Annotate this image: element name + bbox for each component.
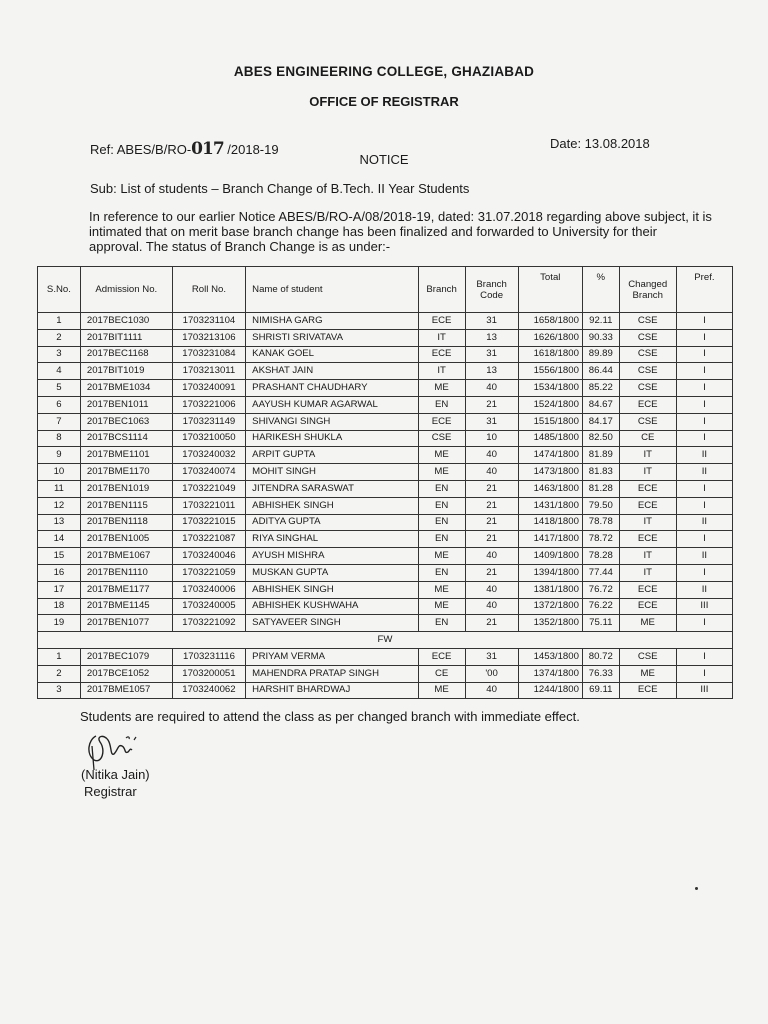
cell-roll-no: 1703200051 <box>172 665 245 682</box>
cell-preference: I <box>676 396 732 413</box>
fw-table-row <box>38 682 733 699</box>
cell-roll-no: 1703221087 <box>172 531 245 548</box>
cell-student-name: ADITYA GUPTA <box>246 514 418 531</box>
cell-branch-code: 40 <box>465 464 518 481</box>
table-row <box>38 380 733 397</box>
cell-preference: I <box>676 497 732 514</box>
cell-total: 1372/1800 <box>518 598 582 615</box>
cell-branch-code: '00 <box>465 665 518 682</box>
cell-branch: ME <box>418 464 465 481</box>
cell-roll-no: 1703221006 <box>172 396 245 413</box>
cell-total: 1394/1800 <box>518 564 582 581</box>
cell-total: 1524/1800 <box>518 396 582 413</box>
cell-changed-branch: CSE <box>619 413 676 430</box>
subject-line: Sub: List of students – Branch Change of B.Tech. II Year Students <box>90 181 470 196</box>
cell-preference: I <box>676 564 732 581</box>
table-row <box>38 447 733 464</box>
cell-changed-branch: ECE <box>619 581 676 598</box>
cell-roll-no: 1703221092 <box>172 615 245 632</box>
cell-branch-code: 40 <box>465 598 518 615</box>
cell-percent: 78.78 <box>582 514 619 531</box>
office-heading: OFFICE OF REGISTRAR <box>309 94 459 109</box>
notice-title: NOTICE <box>359 152 409 167</box>
header-preference: Pref. <box>676 267 732 313</box>
cell-total: 1556/1800 <box>518 363 582 380</box>
cell-sno: 19 <box>38 615 81 632</box>
cell-total: 1473/1800 <box>518 464 582 481</box>
cell-branch: IT <box>418 363 465 380</box>
ref-suffix: /2018-19 <box>223 142 279 157</box>
cell-branch: EN <box>418 564 465 581</box>
table-row <box>38 346 733 363</box>
header-total: Total <box>518 267 582 313</box>
cell-preference: II <box>676 581 732 598</box>
cell-branch-code: 40 <box>465 581 518 598</box>
cell-percent: 75.11 <box>582 615 619 632</box>
cell-changed-branch: ME <box>619 665 676 682</box>
cell-total: 1453/1800 <box>518 648 582 665</box>
cell-student-name: ARPIT GUPTA <box>246 447 418 464</box>
cell-preference: II <box>676 447 732 464</box>
cell-admission-no: 2017BEN1005 <box>80 531 172 548</box>
cell-student-name: ABHISHEK SINGH <box>246 497 418 514</box>
cell-admission-no: 2017BCS1114 <box>80 430 172 447</box>
cell-total: 1352/1800 <box>518 615 582 632</box>
cell-admission-no: 2017BCE1052 <box>80 665 172 682</box>
cell-sno: 12 <box>38 497 81 514</box>
fw-label: FW <box>38 632 733 649</box>
cell-branch-code: 21 <box>465 531 518 548</box>
cell-total: 1244/1800 <box>518 682 582 699</box>
cell-changed-branch: ECE <box>619 598 676 615</box>
table-row <box>38 363 733 380</box>
cell-changed-branch: CE <box>619 430 676 447</box>
header-percent: % <box>582 267 619 313</box>
table-row <box>38 329 733 346</box>
cell-student-name: NIMISHA GARG <box>246 313 418 330</box>
header-student-name: Name of student <box>246 267 418 313</box>
cell-preference: III <box>676 682 732 699</box>
cell-percent: 86.44 <box>582 363 619 380</box>
cell-admission-no: 2017BEC1030 <box>80 313 172 330</box>
table-row <box>38 548 733 565</box>
table-row <box>38 430 733 447</box>
cell-percent: 81.83 <box>582 464 619 481</box>
cell-admission-no: 2017BME1067 <box>80 548 172 565</box>
cell-admission-no: 2017BME1057 <box>80 682 172 699</box>
cell-preference: I <box>676 363 732 380</box>
cell-admission-no: 2017BEN1110 <box>80 564 172 581</box>
cell-total: 1463/1800 <box>518 480 582 497</box>
cell-admission-no: 2017BEC1079 <box>80 648 172 665</box>
cell-branch: EN <box>418 396 465 413</box>
cell-sno: 3 <box>38 346 81 363</box>
cell-student-name: HARIKESH SHUKLA <box>246 430 418 447</box>
header-branch: Branch <box>418 267 465 313</box>
cell-changed-branch: IT <box>619 548 676 565</box>
table-row <box>38 615 733 632</box>
cell-student-name: MAHENDRA PRATAP SINGH <box>246 665 418 682</box>
notice-date: Date: 13.08.2018 <box>550 136 650 151</box>
cell-branch: ECE <box>418 648 465 665</box>
cell-percent: 85.22 <box>582 380 619 397</box>
cell-changed-branch: IT <box>619 564 676 581</box>
header-sno: S.No. <box>38 267 81 313</box>
cell-branch: ME <box>418 380 465 397</box>
cell-changed-branch: CSE <box>619 313 676 330</box>
cell-preference: II <box>676 548 732 565</box>
header-branch-code: Branch Code <box>465 267 518 313</box>
notice-paragraph: In reference to our earlier Notice ABES/B/RO-A/08/2018-19, dated: 31.07.2018 regarding above subject, it is intimated that on merit base branch change has been finalized and forwarded to University for their approval. The status of Branch Change is as under:- <box>89 209 712 254</box>
cell-roll-no: 1703231116 <box>172 648 245 665</box>
cell-roll-no: 1703231084 <box>172 346 245 363</box>
cell-branch: EN <box>418 615 465 632</box>
cell-total: 1431/1800 <box>518 497 582 514</box>
cell-sno: 3 <box>38 682 81 699</box>
cell-admission-no: 2017BME1170 <box>80 464 172 481</box>
cell-sno: 15 <box>38 548 81 565</box>
cell-branch: ME <box>418 447 465 464</box>
cell-branch-code: 21 <box>465 396 518 413</box>
student-rows <box>38 313 733 632</box>
table-row <box>38 564 733 581</box>
cell-percent: 76.33 <box>582 665 619 682</box>
cell-changed-branch: CSE <box>619 329 676 346</box>
cell-preference: I <box>676 665 732 682</box>
cell-total: 1409/1800 <box>518 548 582 565</box>
cell-percent: 82.50 <box>582 430 619 447</box>
cell-total: 1418/1800 <box>518 514 582 531</box>
cell-branch-code: 13 <box>465 329 518 346</box>
cell-percent: 89.89 <box>582 346 619 363</box>
cell-percent: 90.33 <box>582 329 619 346</box>
cell-admission-no: 2017BIT1111 <box>80 329 172 346</box>
cell-sno: 1 <box>38 648 81 665</box>
fw-label-row <box>38 632 733 649</box>
cell-changed-branch: ECE <box>619 396 676 413</box>
cell-sno: 17 <box>38 581 81 598</box>
header-roll-no: Roll No. <box>172 267 245 313</box>
cell-branch: ME <box>418 682 465 699</box>
cell-branch-code: 40 <box>465 447 518 464</box>
cell-changed-branch: CSE <box>619 346 676 363</box>
cell-admission-no: 2017BEN1011 <box>80 396 172 413</box>
fw-table-row <box>38 665 733 682</box>
cell-sno: 14 <box>38 531 81 548</box>
cell-roll-no: 1703221015 <box>172 514 245 531</box>
cell-roll-no: 1703240046 <box>172 548 245 565</box>
cell-student-name: SHRISTI SRIVATAVA <box>246 329 418 346</box>
cell-total: 1381/1800 <box>518 581 582 598</box>
cell-sno: 8 <box>38 430 81 447</box>
branch-change-table <box>37 266 733 699</box>
cell-total: 1534/1800 <box>518 380 582 397</box>
cell-branch: IT <box>418 329 465 346</box>
cell-student-name: ABHISHEK KUSHWAHA <box>246 598 418 615</box>
cell-roll-no: 1703221011 <box>172 497 245 514</box>
table-row <box>38 497 733 514</box>
table-row <box>38 514 733 531</box>
cell-roll-no: 1703240032 <box>172 447 245 464</box>
cell-branch-code: 21 <box>465 564 518 581</box>
cell-branch-code: 40 <box>465 682 518 699</box>
table-row <box>38 464 733 481</box>
cell-changed-branch: ECE <box>619 480 676 497</box>
cell-total: 1515/1800 <box>518 413 582 430</box>
cell-roll-no: 1703240062 <box>172 682 245 699</box>
cell-preference: I <box>676 380 732 397</box>
table-header-row <box>38 267 733 313</box>
table-row <box>38 480 733 497</box>
cell-total: 1658/1800 <box>518 313 582 330</box>
cell-sno: 9 <box>38 447 81 464</box>
cell-percent: 78.72 <box>582 531 619 548</box>
cell-sno: 1 <box>38 313 81 330</box>
cell-student-name: AAYUSH KUMAR AGARWAL <box>246 396 418 413</box>
cell-total: 1618/1800 <box>518 346 582 363</box>
closing-instruction: Students are required to attend the class as per changed branch with immediate effect. <box>80 709 580 724</box>
cell-percent: 81.89 <box>582 447 619 464</box>
cell-roll-no: 1703231104 <box>172 313 245 330</box>
cell-admission-no: 2017BEC1063 <box>80 413 172 430</box>
cell-sno: 7 <box>38 413 81 430</box>
cell-branch-code: 13 <box>465 363 518 380</box>
cell-sno: 2 <box>38 665 81 682</box>
cell-percent: 78.28 <box>582 548 619 565</box>
cell-student-name: KANAK GOEL <box>246 346 418 363</box>
cell-branch-code: 21 <box>465 514 518 531</box>
cell-branch: ME <box>418 581 465 598</box>
cell-roll-no: 1703221059 <box>172 564 245 581</box>
cell-branch-code: 31 <box>465 648 518 665</box>
table-row <box>38 396 733 413</box>
signatory-name: (Nitika Jain) <box>81 767 150 782</box>
cell-sno: 16 <box>38 564 81 581</box>
cell-student-name: PRIYAM VERMA <box>246 648 418 665</box>
cell-roll-no: 1703213011 <box>172 363 245 380</box>
cell-preference: I <box>676 648 732 665</box>
cell-changed-branch: IT <box>619 464 676 481</box>
cell-preference: I <box>676 313 732 330</box>
cell-roll-no: 1703221049 <box>172 480 245 497</box>
cell-student-name: MOHIT SINGH <box>246 464 418 481</box>
cell-percent: 84.17 <box>582 413 619 430</box>
header-changed-branch: Changed Branch <box>619 267 676 313</box>
cell-percent: 69.11 <box>582 682 619 699</box>
cell-preference: I <box>676 329 732 346</box>
cell-sno: 2 <box>38 329 81 346</box>
cell-changed-branch: CSE <box>619 380 676 397</box>
cell-sno: 13 <box>38 514 81 531</box>
cell-student-name: JITENDRA SARASWAT <box>246 480 418 497</box>
cell-percent: 84.67 <box>582 396 619 413</box>
cell-total: 1626/1800 <box>518 329 582 346</box>
cell-branch: EN <box>418 497 465 514</box>
cell-preference: I <box>676 615 732 632</box>
cell-roll-no: 1703210050 <box>172 430 245 447</box>
cell-student-name: HARSHIT BHARDWAJ <box>246 682 418 699</box>
cell-admission-no: 2017BME1177 <box>80 581 172 598</box>
cell-roll-no: 1703213106 <box>172 329 245 346</box>
scan-speck <box>695 887 698 890</box>
cell-percent: 79.50 <box>582 497 619 514</box>
cell-student-name: SHIVANGI SINGH <box>246 413 418 430</box>
table-row <box>38 313 733 330</box>
fw-student-rows <box>38 648 733 698</box>
cell-changed-branch: CSE <box>619 363 676 380</box>
cell-changed-branch: ME <box>619 615 676 632</box>
cell-student-name: RIYA SINGHAL <box>246 531 418 548</box>
cell-sno: 11 <box>38 480 81 497</box>
cell-branch: ME <box>418 548 465 565</box>
cell-changed-branch: IT <box>619 447 676 464</box>
cell-admission-no: 2017BIT1019 <box>80 363 172 380</box>
cell-admission-no: 2017BEN1077 <box>80 615 172 632</box>
cell-changed-branch: ECE <box>619 497 676 514</box>
cell-branch: ECE <box>418 413 465 430</box>
cell-sno: 6 <box>38 396 81 413</box>
ref-prefix: Ref: ABES/B/RO- <box>90 142 192 157</box>
cell-branch: CE <box>418 665 465 682</box>
table-row <box>38 531 733 548</box>
cell-preference: I <box>676 413 732 430</box>
cell-branch-code: 21 <box>465 615 518 632</box>
cell-changed-branch: ECE <box>619 682 676 699</box>
cell-student-name: ABHISHEK SINGH <box>246 581 418 598</box>
cell-admission-no: 2017BEN1115 <box>80 497 172 514</box>
cell-changed-branch: ECE <box>619 531 676 548</box>
cell-changed-branch: IT <box>619 514 676 531</box>
cell-total: 1417/1800 <box>518 531 582 548</box>
cell-branch-code: 31 <box>465 413 518 430</box>
cell-preference: III <box>676 598 732 615</box>
cell-admission-no: 2017BME1034 <box>80 380 172 397</box>
cell-admission-no: 2017BEN1118 <box>80 514 172 531</box>
cell-total: 1485/1800 <box>518 430 582 447</box>
cell-percent: 76.72 <box>582 581 619 598</box>
cell-preference: I <box>676 480 732 497</box>
fw-section <box>38 632 733 649</box>
cell-preference: I <box>676 430 732 447</box>
header-admission-no: Admission No. <box>80 267 172 313</box>
cell-student-name: PRASHANT CHAUDHARY <box>246 380 418 397</box>
cell-branch-code: 31 <box>465 313 518 330</box>
cell-admission-no: 2017BME1101 <box>80 447 172 464</box>
cell-preference: II <box>676 464 732 481</box>
ref-handwritten-number: 017 <box>191 139 224 159</box>
cell-student-name: SATYAVEER SINGH <box>246 615 418 632</box>
fw-table-row <box>38 648 733 665</box>
table-row <box>38 598 733 615</box>
cell-roll-no: 1703240091 <box>172 380 245 397</box>
cell-student-name: AKSHAT JAIN <box>246 363 418 380</box>
cell-percent: 81.28 <box>582 480 619 497</box>
cell-changed-branch: CSE <box>619 648 676 665</box>
cell-percent: 92.11 <box>582 313 619 330</box>
cell-student-name: AYUSH MISHRA <box>246 548 418 565</box>
cell-total: 1374/1800 <box>518 665 582 682</box>
cell-sno: 5 <box>38 380 81 397</box>
table-row <box>38 413 733 430</box>
cell-roll-no: 1703240074 <box>172 464 245 481</box>
cell-total: 1474/1800 <box>518 447 582 464</box>
institution-heading: ABES ENGINEERING COLLEGE, GHAZIABAD <box>233 64 535 79</box>
cell-branch-code: 31 <box>465 346 518 363</box>
cell-branch-code: 21 <box>465 480 518 497</box>
cell-branch: ECE <box>418 346 465 363</box>
cell-percent: 77.44 <box>582 564 619 581</box>
cell-branch-code: 40 <box>465 380 518 397</box>
cell-roll-no: 1703240005 <box>172 598 245 615</box>
cell-roll-no: 1703231149 <box>172 413 245 430</box>
cell-branch-code: 10 <box>465 430 518 447</box>
cell-sno: 18 <box>38 598 81 615</box>
cell-branch-code: 40 <box>465 548 518 565</box>
cell-preference: II <box>676 514 732 531</box>
cell-admission-no: 2017BEN1019 <box>80 480 172 497</box>
cell-branch-code: 21 <box>465 497 518 514</box>
cell-preference: I <box>676 346 732 363</box>
cell-percent: 80.72 <box>582 648 619 665</box>
cell-roll-no: 1703240006 <box>172 581 245 598</box>
cell-branch: ECE <box>418 313 465 330</box>
cell-branch: CSE <box>418 430 465 447</box>
cell-student-name: MUSKAN GUPTA <box>246 564 418 581</box>
cell-branch: EN <box>418 514 465 531</box>
cell-sno: 10 <box>38 464 81 481</box>
cell-preference: I <box>676 531 732 548</box>
cell-percent: 76.22 <box>582 598 619 615</box>
cell-branch: EN <box>418 480 465 497</box>
signatory-designation: Registrar <box>84 784 137 799</box>
cell-branch: ME <box>418 598 465 615</box>
cell-admission-no: 2017BEC1168 <box>80 346 172 363</box>
cell-sno: 4 <box>38 363 81 380</box>
table-row <box>38 581 733 598</box>
cell-admission-no: 2017BME1145 <box>80 598 172 615</box>
cell-branch: EN <box>418 531 465 548</box>
